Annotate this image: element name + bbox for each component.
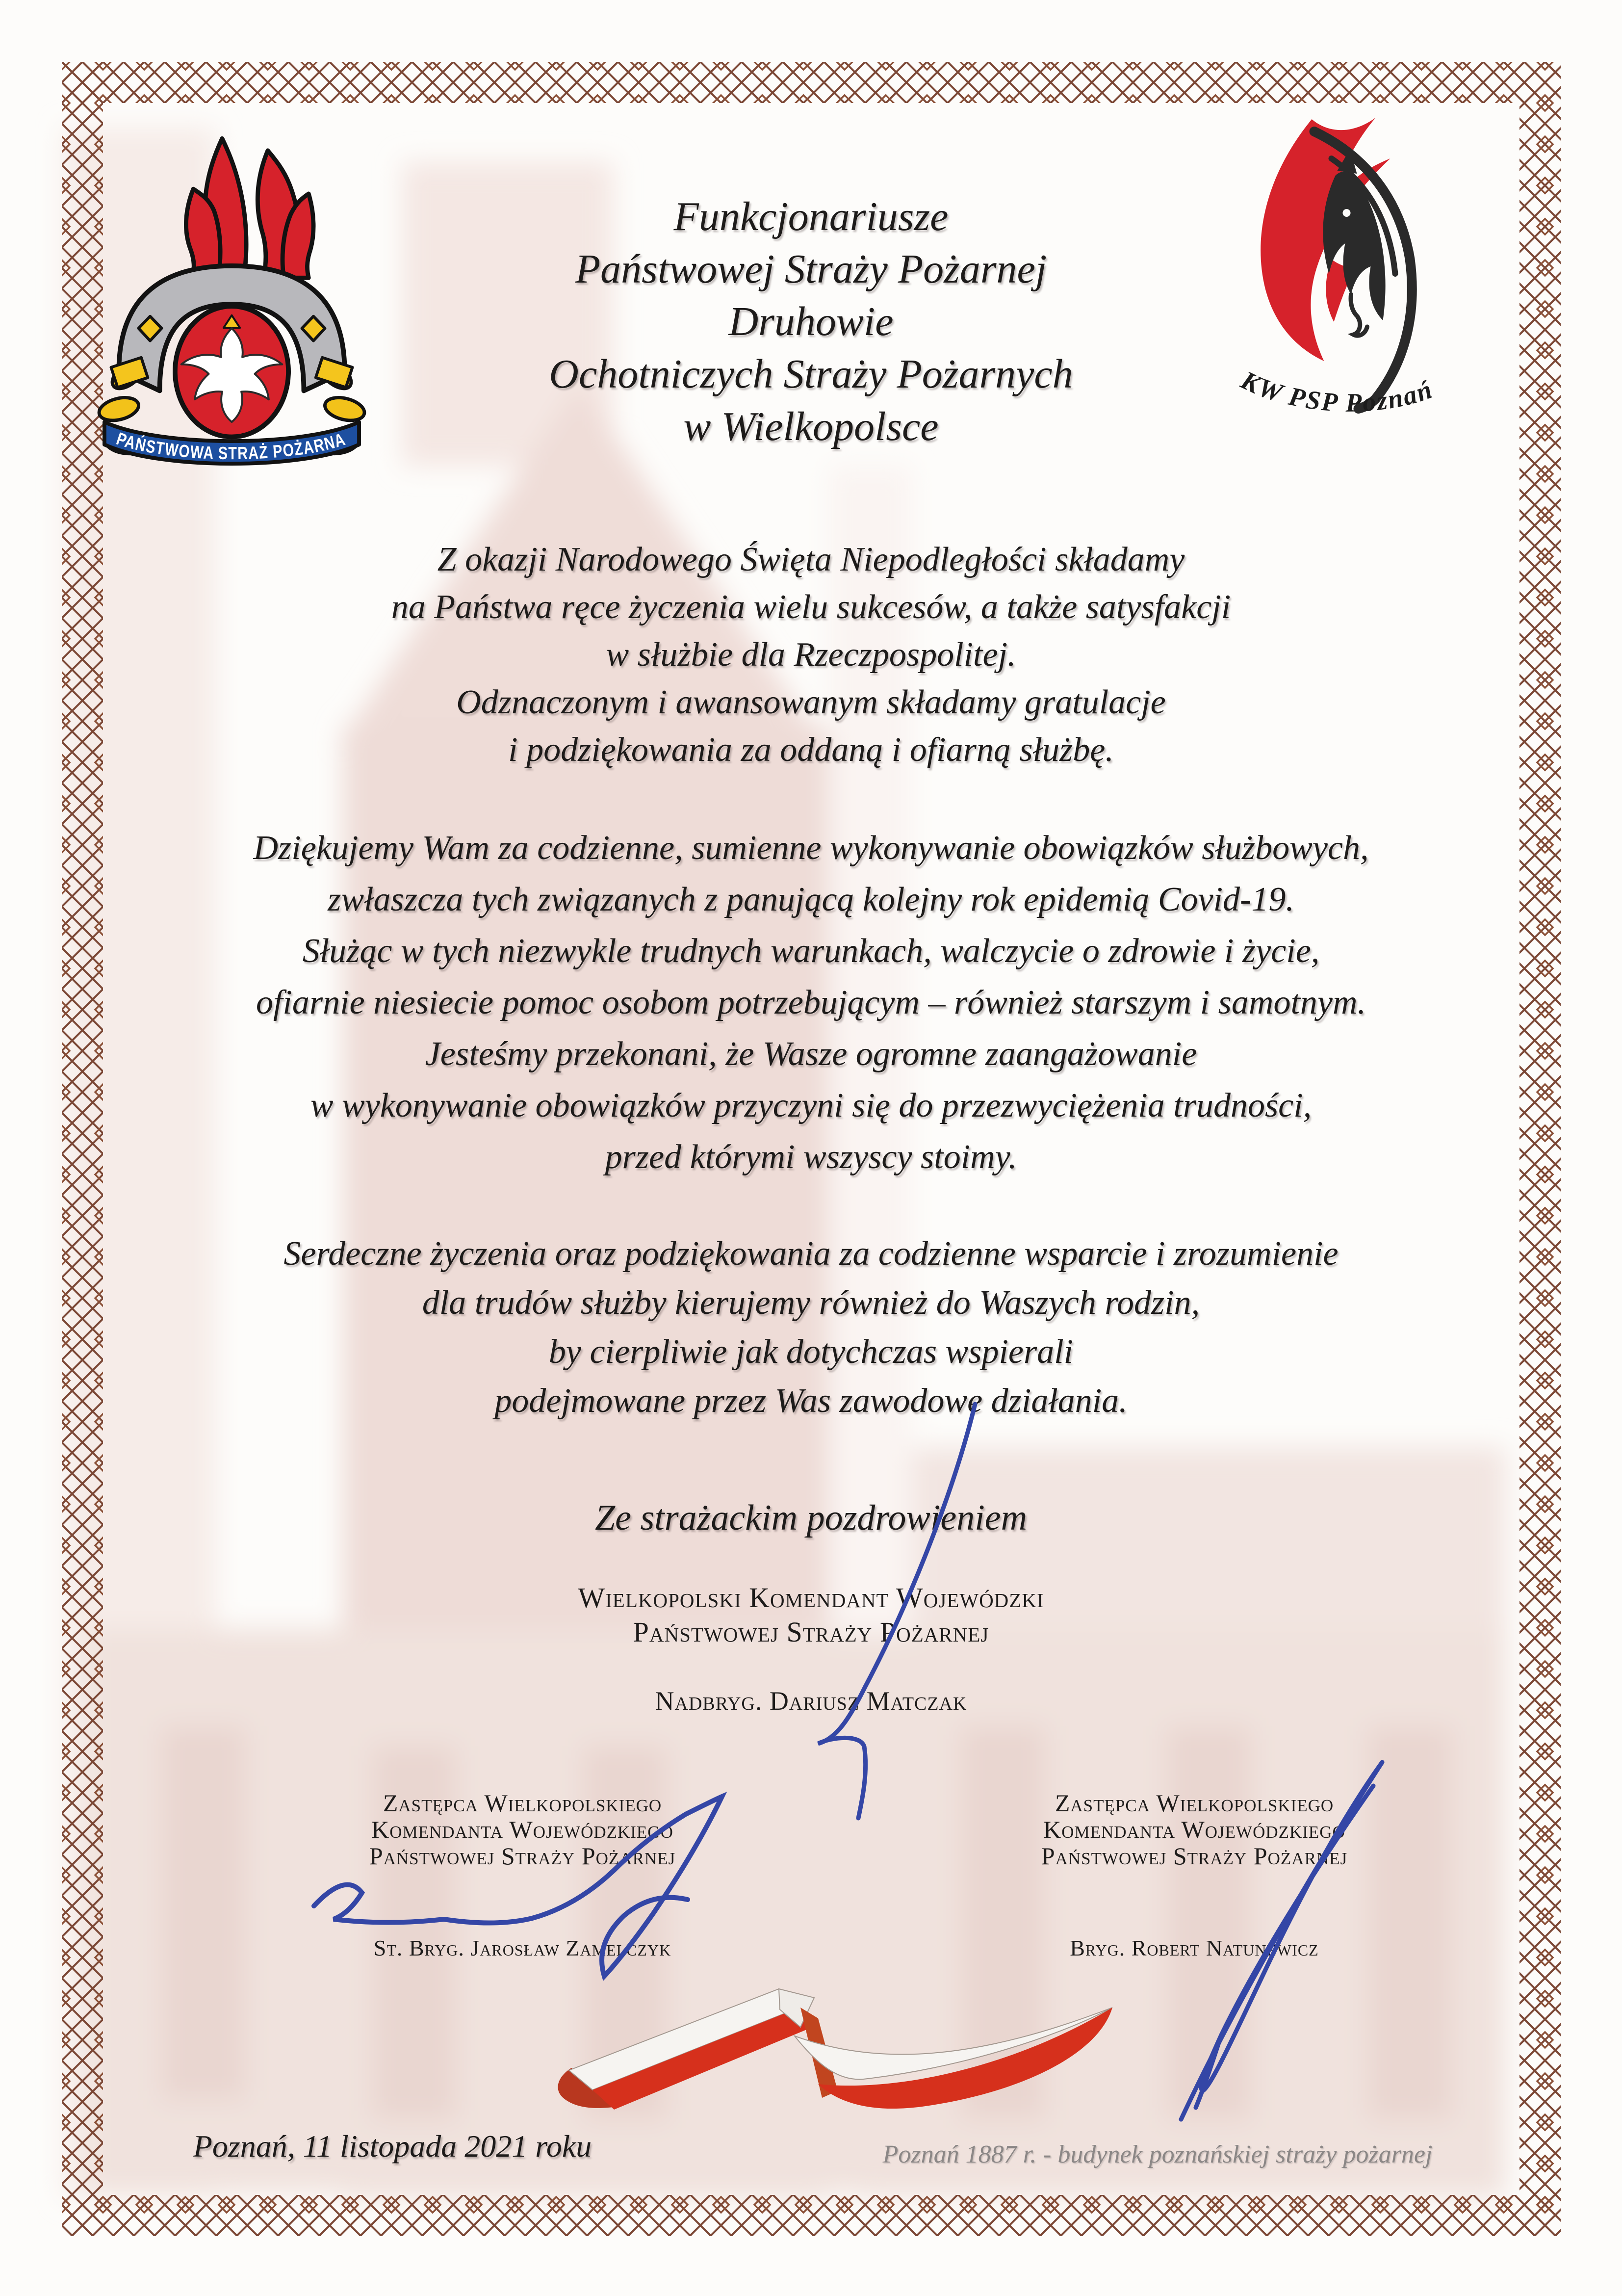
paragraph-line: podejmowane przez Was zawodowe działania.: [494, 1382, 1128, 1420]
paragraph-line: by cierpliwie jak dotychczas wspierali: [548, 1333, 1074, 1371]
paragraph-line: Dziękujemy Wam za codzienne, sumienne wykonywanie obowiązków służbowych,: [253, 829, 1369, 867]
deputy-left-name: St. Bryg. Jarosław Zamelczyk: [373, 1935, 671, 1960]
paragraph-line: ofiarnie niesiecie pomoc osobom potrzebującym – również starszym i samotnym.: [256, 984, 1366, 1021]
deputy-title-line: Zastępca Wielkopolskiego: [383, 1789, 662, 1817]
header-line: Państwowej Straży Pożarnej: [575, 246, 1047, 292]
paragraph-line: i podziękowania za oddaną i ofiarną służbę.: [508, 731, 1114, 769]
header-line: w Wielkopolsce: [683, 404, 939, 449]
commander-title-line: Państwowej Straży Pożarnej: [633, 1616, 989, 1648]
signature-zamelczyk: [314, 1797, 722, 1976]
paragraph-line: w wykonywanie obowiązków przyczyni się do przezwyciężenia trudności,: [310, 1087, 1312, 1124]
paragraph-line: w służbie dla Rzeczpospolitej.: [606, 636, 1016, 674]
photo-caption: Poznań 1887 r. - budynek poznańskiej straży pożarnej: [882, 2140, 1433, 2168]
deputy-right-name: Bryg. Robert Natunewicz: [1070, 1935, 1319, 1960]
paragraph-line: przed którymi wszyscy stoimy.: [605, 1138, 1017, 1176]
paragraph-line: Z okazji Narodowego Święta Niepodległości składamy: [437, 541, 1185, 578]
deputy-title-line: Komendanta Wojewódzkiego: [371, 1816, 673, 1843]
commander-name: Nadbryg. Dariusz Matczak: [655, 1686, 967, 1716]
paragraph-line: Jesteśmy przekonani, że Wasze ogromne zaangażowanie: [425, 1035, 1197, 1073]
paragraph-line: Służąc w tych niezwykle trudnych warunkach, walczycie o zdrowie i życie,: [302, 932, 1320, 970]
paragraph-line: zwłaszcza tych związanych z panującą kolejny rok epidemią Covid-19.: [328, 881, 1294, 918]
paragraph-line: Odznaczonym i awansowanym składamy gratulacje: [456, 683, 1166, 721]
header-line: Ochotniczych Straży Pożarnych: [549, 351, 1073, 397]
paragraph-line: Serdeczne życzenia oraz podziękowania za codzienne wsparcie i zrozumienie: [283, 1235, 1339, 1273]
commander-title-line: Wielkopolski Komendant Wojewódzki: [578, 1582, 1044, 1614]
ribbon-flag-icon: [549, 1967, 1133, 2129]
header-line: Funkcjonariusze: [673, 194, 949, 239]
deputy-title-line: Komendanta Wojewódzkiego: [1043, 1816, 1345, 1843]
salutation: Ze strażackim pozdrowieniem: [594, 1498, 1028, 1538]
deputy-title-line: Zastępca Wielkopolskiego: [1055, 1789, 1334, 1817]
signature-natunewicz: [1201, 1762, 1382, 2091]
paragraph-line: na Państwa ręce życzenia wielu sukcesów, a także satysfakcji: [391, 588, 1231, 626]
header-line: Druhowie: [728, 299, 894, 344]
deputy-title-line: Państwowej Straży Pożarnej: [369, 1842, 676, 1870]
psp-banner-text: PAŃSTWOWA STRAŻ POŻARNA: [114, 428, 351, 464]
deputy-title-line: Państwowej Straży Pożarnej: [1041, 1842, 1348, 1870]
paragraph-line: dla trudów służby kierujemy również do Waszych rodzin,: [422, 1284, 1200, 1322]
date-line: Poznań, 11 listopada 2021 roku: [193, 2129, 592, 2164]
signature-matczak: [818, 1404, 975, 1818]
kw-psp-caption: KW PSP Poznań: [1236, 365, 1437, 417]
